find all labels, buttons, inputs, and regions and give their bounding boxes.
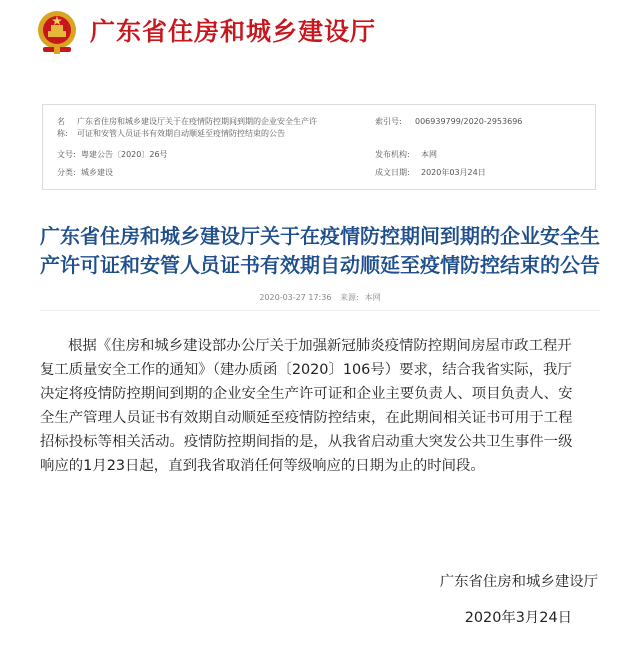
signature-date: 2020年3月24日 <box>464 610 572 626</box>
category-value: 城乡建设 <box>81 168 113 177</box>
source-label: 来源: <box>339 293 359 302</box>
body-line: 全生产管理人员证书有效期自动顺延至疫情防控结束，在此期间相关证书可用于工程 <box>40 410 573 426</box>
body-line: 响应的1月23日起，直到我省取消任何等级响应的日期为止的时间段。 <box>40 458 485 474</box>
article-title <box>20 222 620 280</box>
name-value-line1: 广东省住房和城乡建设厅关于在疫情防控期间到期的企业安全生产许 <box>77 117 317 126</box>
article-info <box>0 292 640 303</box>
date-label: 成文日期: <box>375 168 410 177</box>
site-title[interactable]: 广东省住房和城乡建设厅 <box>90 17 377 46</box>
publisher-value: 本网 <box>421 150 437 159</box>
body-line: 根据《住房和城乡建设部办公厅关于加强新冠肺炎疫情防控期间房屋市政工程开 <box>68 338 572 354</box>
body-line: 招标投标等相关活动。疫情防控期间指的是，从我省启动重大突发公共卫生事件一级 <box>40 434 573 450</box>
body-line: 复工质量安全工作的通知》（建办质函〔2020〕106号）要求，结合我省实际，我厅 <box>40 362 572 378</box>
article-title-line2: 产许可证和安管人员证书有效期自动顺延至疫情防控结束的公告 <box>40 253 600 277</box>
name-value-line2: 可证和安管人员证书有效期自动顺延至疫情防控结束的公告 <box>77 129 285 138</box>
category-label: 分类: <box>57 168 76 177</box>
publisher-label: 发布机构: <box>375 150 410 159</box>
doc-no-label: 文号: <box>57 150 76 159</box>
doc-no-value: 粤建公告〔2020〕26号 <box>81 150 168 159</box>
signature-org: 广东省住房和城乡建设厅 <box>439 574 598 590</box>
date-value: 2020年03月24日 <box>421 168 486 177</box>
site-header <box>0 0 640 62</box>
article-title-line1: 广东省住房和城乡建设厅关于在疫情防控期间到期的企业安全生 <box>40 224 600 248</box>
divider <box>40 310 600 311</box>
national-emblem-icon <box>35 9 79 55</box>
name-label: 名称: <box>57 117 68 138</box>
index-label: 索引号: <box>375 117 402 126</box>
index-value: 006939799/2020-2953696 <box>415 117 523 126</box>
article-body <box>40 334 605 478</box>
source-value: 本网 <box>364 293 381 302</box>
body-line: 决定将疫情防控期间到期的企业安全生产许可证和企业主要负责人、项目负责人、安 <box>40 386 573 402</box>
publish-time: 2020-03-27 17:36 <box>259 293 332 302</box>
document-metadata-panel <box>42 104 596 190</box>
